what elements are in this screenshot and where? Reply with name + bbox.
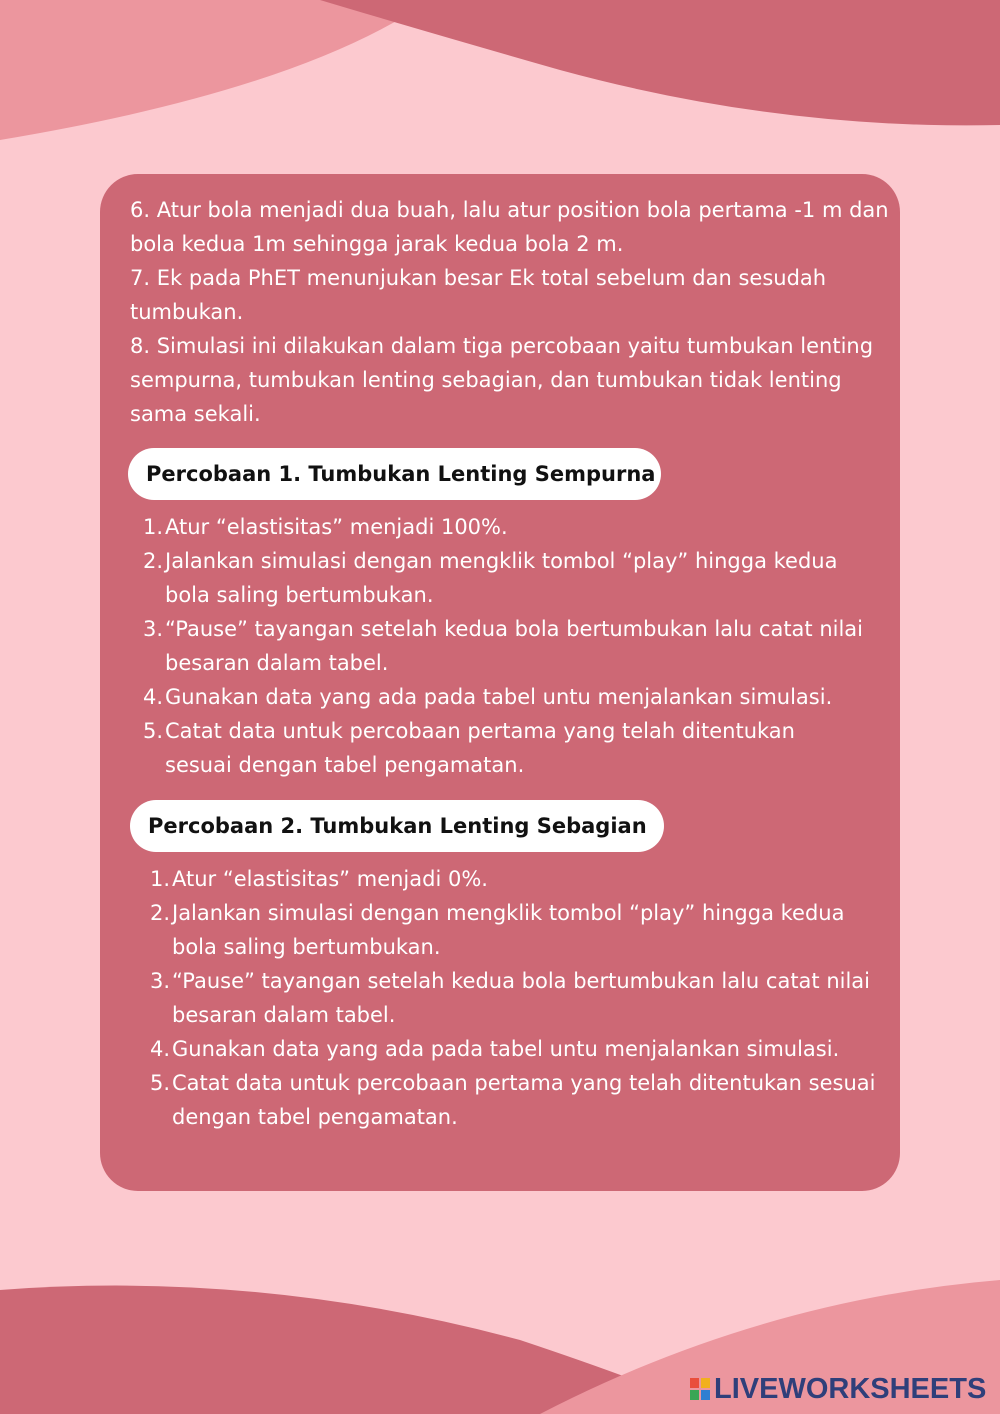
step-text: “Pause” tayangan setelah kedua bola bertumbukan lalu catat nilai besaran dalam tabel. [165, 617, 864, 675]
liveworksheets-logo[interactable] [690, 1372, 986, 1406]
list-item [135, 680, 865, 714]
step-number: 4. [149, 1037, 170, 1061]
section-1-steps [135, 510, 865, 782]
liveworksheets-logo-icon [690, 1378, 710, 1400]
step-text: Jalankan simulasi dengan mengklik tombol “play” hingga kedua bola saling bertumbukan. [172, 901, 845, 959]
intro-item-7: 7. Ek pada PhET menunjukan besar Ek total sebelum dan sesudah tumbukan. [130, 266, 827, 324]
step-number: 1. [149, 867, 170, 891]
step-number: 2. [142, 549, 163, 573]
section-2-steps [142, 862, 887, 1134]
section-1-title: Percobaan 1. Tumbukan Lenting Sempurna [128, 448, 661, 500]
list-item [142, 896, 887, 964]
list-item [142, 1066, 887, 1134]
step-number: 3. [142, 617, 163, 641]
step-text: Jalankan simulasi dengan mengklik tombol “play” hingga kedua bola saling bertumbukan. [165, 549, 838, 607]
step-number: 1. [142, 515, 163, 539]
step-text: Atur “elastisitas” menjadi 0%. [172, 867, 488, 891]
step-text: Atur “elastisitas” menjadi 100%. [165, 515, 508, 539]
step-number: 4. [142, 685, 163, 709]
step-number: 5. [142, 719, 163, 743]
list-item [135, 612, 865, 680]
list-item [142, 862, 887, 896]
logo-wordmark: LIVEWORKSHEETS [714, 1372, 987, 1405]
step-text: Catat data untuk percobaan pertama yang telah ditentukan sesuai dengan tabel pengamatan. [172, 1071, 876, 1129]
step-text: “Pause” tayangan setelah kedua bola bertumbukan lalu catat nilai besaran dalam tabel. [172, 969, 871, 1027]
list-item [142, 1032, 887, 1066]
step-number: 5. [149, 1071, 170, 1095]
top-left-wave [0, 0, 430, 140]
step-text: Catat data untuk percobaan pertama yang telah ditentukan sesuai dengan tabel pengamatan. [165, 719, 795, 777]
list-item [135, 510, 865, 544]
list-item [135, 714, 865, 782]
step-number: 3. [149, 969, 170, 993]
list-item [135, 544, 865, 612]
list-item [142, 964, 887, 1032]
step-text: Gunakan data yang ada pada tabel untu menjalankan simulasi. [165, 685, 833, 709]
section-2-title: Percobaan 2. Tumbukan Lenting Sebagian [130, 800, 664, 852]
step-text: Gunakan data yang ada pada tabel untu menjalankan simulasi. [172, 1037, 840, 1061]
intro-item-8: 8. Simulasi ini dilakukan dalam tiga percobaan yaitu tumbukan lenting sempurna, tumbukan lenting sebagian, dan tumbukan tidak lenting sama sekali. [130, 334, 874, 426]
intro-item-6: 6. Atur bola menjadi dua buah, lalu atur position bola pertama -1 m dan bola kedua 1m sehingga jarak kedua bola 2 m. [130, 198, 889, 256]
step-number: 2. [149, 901, 170, 925]
top-right-wave [320, 0, 1000, 125]
